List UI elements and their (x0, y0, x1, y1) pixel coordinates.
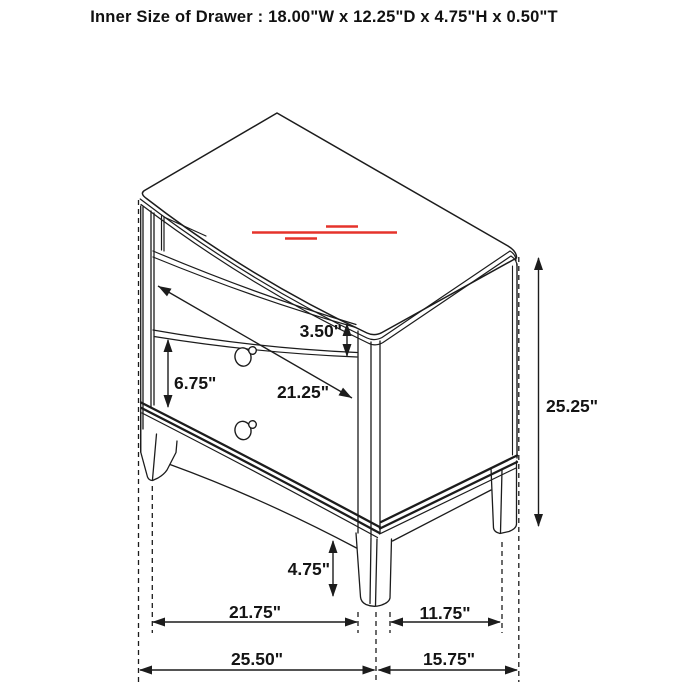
dimension-front-leg-span (152, 602, 358, 627)
dimension-bottom-drawer-height (164, 339, 217, 408)
furniture-line-art (140, 113, 517, 606)
dimension-label: 21.75" (228, 602, 282, 622)
dimension-label: 25.50" (230, 649, 284, 669)
dimension-label: 15.75" (422, 649, 476, 669)
dimension-label: 4.75" (287, 559, 330, 579)
red-assembly-marks (252, 227, 397, 239)
dimension-label: 11.75" (419, 603, 471, 623)
dimension-label: 6.75" (174, 373, 217, 393)
dimension-overall-width (139, 649, 376, 675)
dimension-label: 25.25" (546, 396, 599, 416)
dimension-leg-height (288, 540, 338, 597)
top-surface (140, 113, 517, 345)
drawer-knob-bottom (233, 420, 256, 441)
side-panel (380, 264, 518, 541)
dimension-label: 3.50" (299, 321, 342, 341)
dimension-overall-height (534, 257, 598, 527)
dimension-label: 21.25" (276, 382, 330, 402)
dimension-overall-depth (378, 649, 519, 675)
front-center-leg (356, 533, 392, 606)
dimension-side-leg-span (390, 603, 501, 627)
drawer-knob-top (233, 346, 256, 367)
page-title: Inner Size of Drawer : 18.00"W x 12.25"D x 4.75"H x 0.50"T (90, 8, 558, 26)
corner-post (358, 331, 380, 537)
front-bottom-rail (141, 403, 381, 549)
